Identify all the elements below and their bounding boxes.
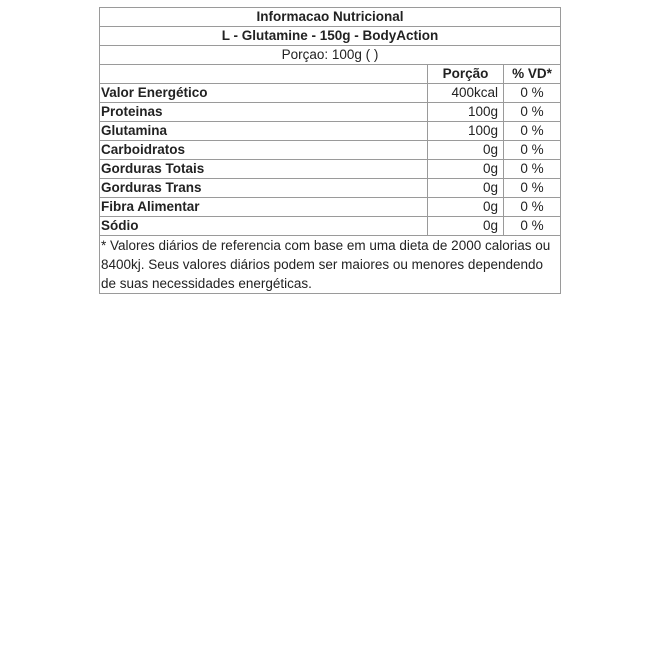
table-row [100,103,560,122]
nutrient-name: Sódio [100,217,428,236]
nutrient-name: Glutamina [100,122,428,141]
nutrient-portion: 100g [428,122,504,141]
nutrition-title: Informacao Nutricional [100,8,560,27]
nutrient-daily-value: 0 % [504,179,561,198]
nutrient-portion: 0g [428,141,504,160]
serving-size: Porçao: 100g ( ) [100,46,560,65]
column-header-daily-value: % VD* [504,65,561,84]
table-row [100,217,560,236]
table-row [100,179,560,198]
nutrient-daily-value: 0 % [504,217,561,236]
nutrient-daily-value: 0 % [504,198,561,217]
column-header-portion: Porção [428,65,504,84]
nutrient-portion: 0g [428,198,504,217]
nutrient-name: Fibra Alimentar [100,198,428,217]
nutrient-daily-value: 0 % [504,160,561,179]
nutrient-portion: 0g [428,217,504,236]
column-header-nutrient [100,65,428,84]
product-name: L - Glutamine - 150g - BodyAction [100,27,560,46]
nutrient-portion: 100g [428,103,504,122]
table-row [100,84,560,103]
nutrient-name: Gorduras Totais [100,160,428,179]
table-row [100,122,560,141]
nutrition-table [100,65,560,236]
nutrient-name: Gorduras Trans [100,179,428,198]
nutrient-daily-value: 0 % [504,84,561,103]
nutrient-name: Valor Energético [100,84,428,103]
nutrition-facts-panel [99,7,561,294]
daily-value-footnote: * Valores diários de referencia com base em uma dieta de 2000 calorias ou 8400kj. Seus valores diários podem ser maiores ou menores dependendo de suas necessidades energéticas. [101,238,551,291]
nutrient-daily-value: 0 % [504,103,561,122]
table-row [100,160,560,179]
nutrient-daily-value: 0 % [504,141,561,160]
nutrient-portion: 400kcal [428,84,504,103]
table-header-row [100,65,560,84]
nutrient-portion: 0g [428,179,504,198]
table-row [100,141,560,160]
table-row [100,198,560,217]
nutrient-daily-value: 0 % [504,122,561,141]
nutrient-name: Carboidratos [100,141,428,160]
nutrient-name: Proteinas [100,103,428,122]
nutrient-portion: 0g [428,160,504,179]
